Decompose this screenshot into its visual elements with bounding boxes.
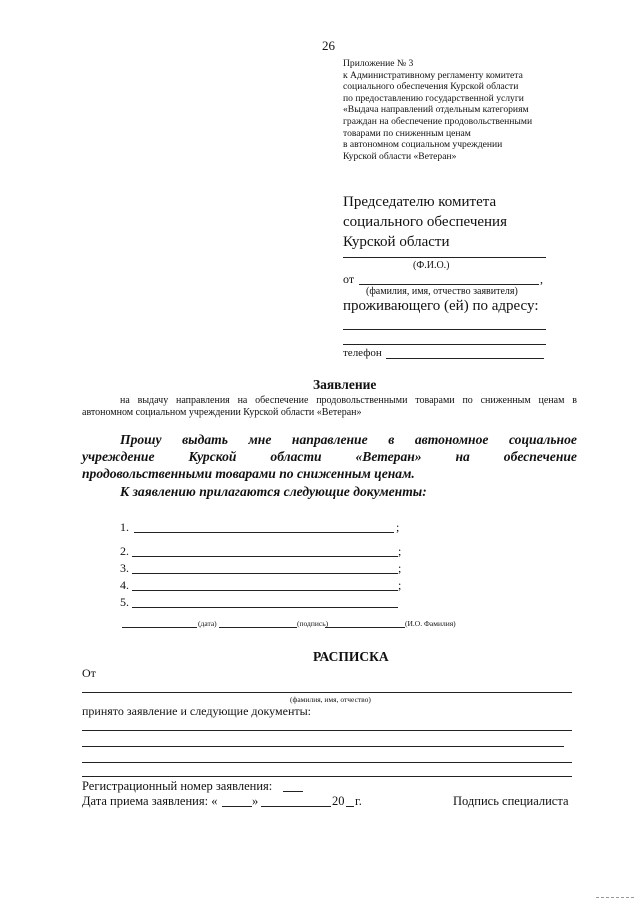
name-line[interactable] <box>325 627 405 628</box>
doc-item-line-5[interactable] <box>132 607 398 608</box>
word: сниженным <box>480 395 531 406</box>
receipt-year-suffix: г. <box>355 794 362 808</box>
word: «Ветеран» <box>355 449 422 464</box>
applicant-name-caption: (фамилия, имя, отчество заявителя) <box>366 286 518 297</box>
fio-caption: (Ф.И.О.) <box>413 260 450 271</box>
addressee-block <box>343 192 507 252</box>
receipt-year: 20 <box>332 794 345 808</box>
request-line-2 <box>82 449 577 465</box>
accepted-doc-line-2[interactable] <box>82 746 564 747</box>
receipt-name-line[interactable] <box>82 692 572 693</box>
word: направления <box>176 395 230 406</box>
doc-item-line-1[interactable] <box>134 532 394 533</box>
doc-item-line-4[interactable] <box>132 590 398 591</box>
from-comma: , <box>540 272 543 286</box>
receipt-date-quote: » <box>252 794 259 808</box>
appendix-line: Курской области «Ветеран» <box>343 150 457 162</box>
appendix-line: по предоставлению государственной услуги <box>343 92 524 104</box>
word: продовольственными <box>316 395 408 406</box>
word: социальное <box>508 432 577 447</box>
word: Курской <box>188 449 237 464</box>
accepted-documents-label: принято заявление и следующие документы: <box>82 704 312 718</box>
receipt-day-line[interactable] <box>222 806 252 807</box>
doc-item-end: ; <box>398 578 402 592</box>
appendix-line: товарами по сниженным ценам <box>343 127 471 139</box>
receipt-month-line[interactable] <box>261 806 331 807</box>
phone-label: телефон <box>343 347 382 359</box>
statement-title: Заявление <box>313 377 377 392</box>
receipt-name-caption: (фамилия, имя, отчество) <box>290 695 371 704</box>
word: на <box>237 395 248 406</box>
signature-caption: (подпись) <box>297 619 329 628</box>
specialist-signature-label: Подпись специалиста <box>453 794 569 808</box>
request-line-3: продовольственными товарами по сниженным ценам. <box>82 466 415 481</box>
doc-item-number: 1. <box>120 520 129 534</box>
receipt-title: РАСПИСКА <box>313 649 389 664</box>
statement-subtitle-line-1 <box>120 395 577 406</box>
name-caption: (И.О. Фамилия) <box>405 619 456 628</box>
doc-item-end: ; <box>398 544 402 558</box>
doc-item-number: 5. <box>120 595 129 609</box>
word: Прошу <box>120 432 162 447</box>
address-line-1[interactable] <box>343 329 546 330</box>
addressee-line: социального обеспечения <box>343 214 507 230</box>
word: мне <box>248 432 272 447</box>
word: направление <box>291 432 368 447</box>
appendix-line: граждан на обеспечение продовольственными <box>343 115 533 127</box>
receipt-year-line[interactable] <box>346 806 354 807</box>
appendix-line: социального обеспечения Курской области <box>343 81 519 93</box>
residing-address-label: проживающего (ей) по адресу: <box>343 298 539 314</box>
doc-item-number: 3. <box>120 561 129 575</box>
accepted-doc-line-3[interactable] <box>82 762 572 763</box>
attached-documents-label: К заявлению прилагаются следующие документы: <box>120 484 427 499</box>
word: выдать <box>182 432 228 447</box>
doc-item-line-3[interactable] <box>132 573 398 574</box>
word: в <box>572 395 577 406</box>
addressee-line: Курской области <box>343 234 450 250</box>
word: учреждение <box>82 449 155 464</box>
signature-line[interactable] <box>219 627 297 628</box>
word: на <box>455 449 470 464</box>
word: ценам <box>538 395 565 406</box>
accepted-doc-line-1[interactable] <box>82 730 572 731</box>
registration-number-label: Регистрационный номер заявления: <box>82 779 273 793</box>
receipt-date-label: Дата приема заявления: « <box>82 794 218 808</box>
date-caption: (дата) <box>198 619 217 628</box>
fio-line[interactable] <box>343 257 546 258</box>
applicant-name-line[interactable] <box>359 284 539 285</box>
appendix-line: Приложение № 3 <box>343 58 414 69</box>
phone-line[interactable] <box>386 358 544 359</box>
date-line[interactable] <box>122 627 197 628</box>
address-line-2[interactable] <box>343 344 546 345</box>
word: автономное <box>414 432 489 447</box>
doc-item-line-2[interactable] <box>132 556 398 557</box>
word: по <box>462 395 473 406</box>
appendix-line: в автономном социальном учреждении <box>343 139 503 151</box>
word: обеспечение <box>503 449 577 464</box>
doc-item-number: 2. <box>120 544 129 558</box>
appendix-line: к Административному регламенту комитета <box>343 69 523 81</box>
doc-item-number: 4. <box>120 578 129 592</box>
accepted-doc-line-4[interactable] <box>82 776 572 777</box>
receipt-from-label: От <box>82 666 96 680</box>
addressee-line: Председателю комитета <box>343 194 497 210</box>
word: области <box>270 449 322 464</box>
word: обеспечение <box>255 395 309 406</box>
scan-edge-mark <box>596 897 634 898</box>
doc-item-end: ; <box>396 520 400 534</box>
doc-item-end: ; <box>398 561 402 575</box>
word: на <box>120 395 130 406</box>
registration-number-line[interactable] <box>283 791 303 792</box>
request-line-1 <box>120 432 577 448</box>
page-number: 26 <box>322 38 335 53</box>
word: в <box>388 432 395 447</box>
word: выдачу <box>137 395 169 406</box>
appendix-header <box>343 58 532 162</box>
appendix-line: «Выдача направлений отдельным категориям <box>343 104 529 116</box>
statement-subtitle-line-2: автономном социальном учреждении Курской области «Ветеран» <box>82 407 362 418</box>
from-label: от <box>343 272 355 286</box>
word: товарами <box>415 395 455 406</box>
